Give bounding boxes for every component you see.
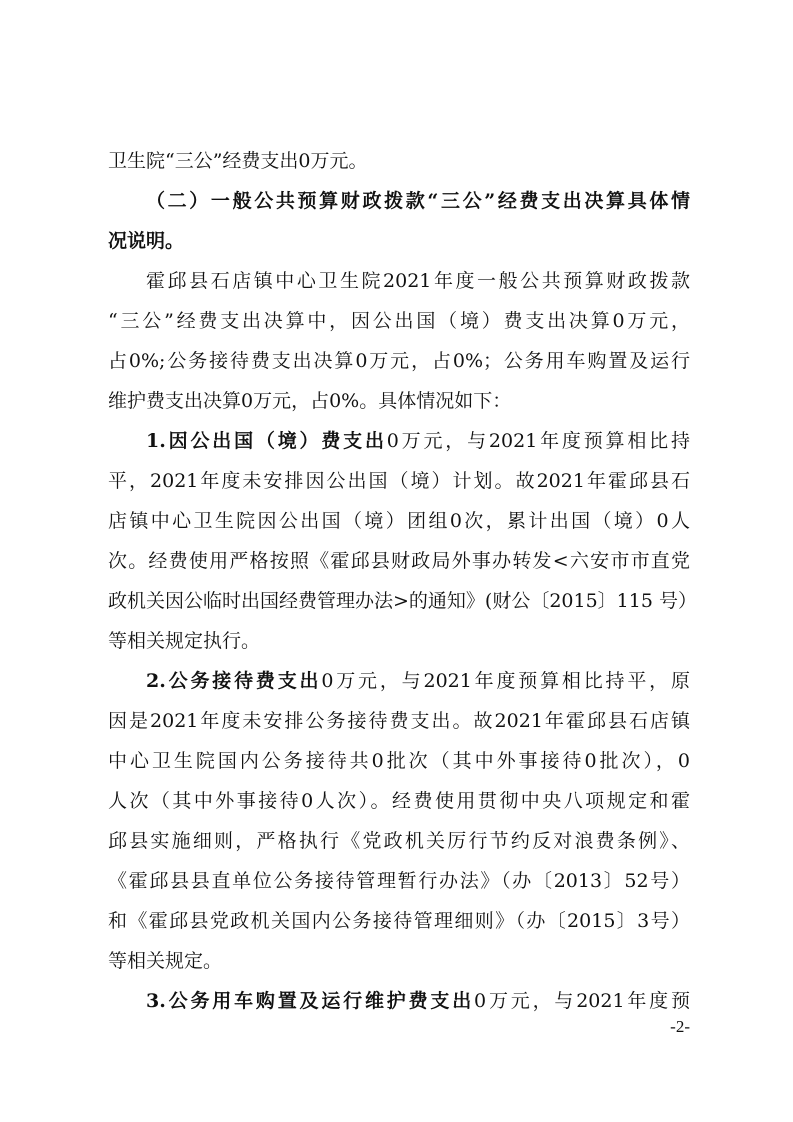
text-run: 维护费支出决算0万元，占0%。具体情况如下：: [108, 390, 512, 412]
item-1-line: [108, 581, 697, 621]
item-2-line: [108, 861, 690, 901]
text-run: 等相关规定。: [108, 950, 223, 972]
text-run: 因是2021年度未安排公务接待费支出。故2021年霍邱县石店镇: [108, 710, 690, 732]
item-2-line: [108, 941, 690, 981]
item-1-line: [108, 501, 690, 541]
item-2-line: [108, 901, 690, 941]
bold-text-run: 2.公务接待费支出: [146, 670, 322, 692]
item-1-line: [108, 621, 690, 661]
text-run: 中心卫生院国内公务接待共0批次（其中外事接待0批次），0: [108, 750, 690, 772]
text-run: “三公”经费支出决算中，因公出国（境）费支出决算0万元，: [108, 310, 690, 332]
section-heading-line: [108, 221, 690, 261]
text-run: 霍邱县石店镇中心卫生院2021年度一般公共预算财政拨款: [146, 270, 690, 292]
text-run: 政机关因公临时出国经费管理办法>的通知》(财公〔2015〕115 号）: [108, 590, 697, 612]
item-3-line: [146, 981, 690, 1021]
item-1-line: [108, 461, 690, 501]
text-run: 0万元，与2021年度预: [474, 990, 690, 1012]
text-run: 《霍邱县县直单位公务接待管理暂行办法》（办〔2013〕52号）: [108, 870, 690, 892]
item-1-line: [146, 421, 690, 461]
text-run: 占0%;公务接待费支出决算0万元，占0%；公务用车购置及运行: [108, 350, 690, 372]
text-run: 邱县实施细则，严格执行《党政机关厉行节约反对浪费条例》、: [108, 830, 690, 852]
bold-text-run: 况说明。: [108, 230, 185, 252]
paragraph-line: [108, 301, 690, 341]
item-2-line: [146, 661, 690, 701]
paragraph-line: [108, 381, 690, 421]
text-run: 卫生院“三公”经费支出0万元。: [108, 150, 368, 172]
item-2-line: [108, 781, 690, 821]
text-run: 店镇中心卫生院因公出国（境）团组0次，累计出国（境）0人: [108, 510, 690, 532]
bold-text-run: （二）一般公共预算财政拨款“三公”经费支出决算具体情: [146, 190, 690, 212]
item-2-line: [108, 701, 690, 741]
text-run: 等相关规定执行。: [108, 630, 261, 652]
paragraph-line: [146, 261, 690, 301]
item-1-line: [108, 541, 690, 581]
bold-text-run: 1.因公出国（境）费支出: [146, 430, 387, 452]
text-run: 次。经费使用严格按照《霍邱县财政局外事办转发<六安市市直党: [108, 550, 690, 572]
text-run: 0万元，与2021年度预算相比持: [386, 430, 690, 452]
text-run: 0万元，与2021年度预算相比持平，原: [321, 670, 690, 692]
text-run: 和《霍邱县党政机关国内公务接待管理细则》（办〔2015〕3号）: [108, 910, 690, 932]
page-number: -2-: [670, 1017, 690, 1036]
item-2-line: [108, 821, 690, 861]
item-2-line: [108, 741, 690, 781]
paragraph-line: [108, 341, 690, 381]
text-run: 人次（其中外事接待0人次）。经费使用贯彻中央八项规定和霍: [108, 790, 690, 812]
bold-text-run: 3.公务用车购置及运行维护费支出: [146, 990, 475, 1012]
text-line: [108, 141, 690, 181]
section-heading-line: [146, 181, 690, 221]
text-run: 平，2021年度未安排因公出国（境）计划。故2021年霍邱县石: [108, 470, 690, 492]
